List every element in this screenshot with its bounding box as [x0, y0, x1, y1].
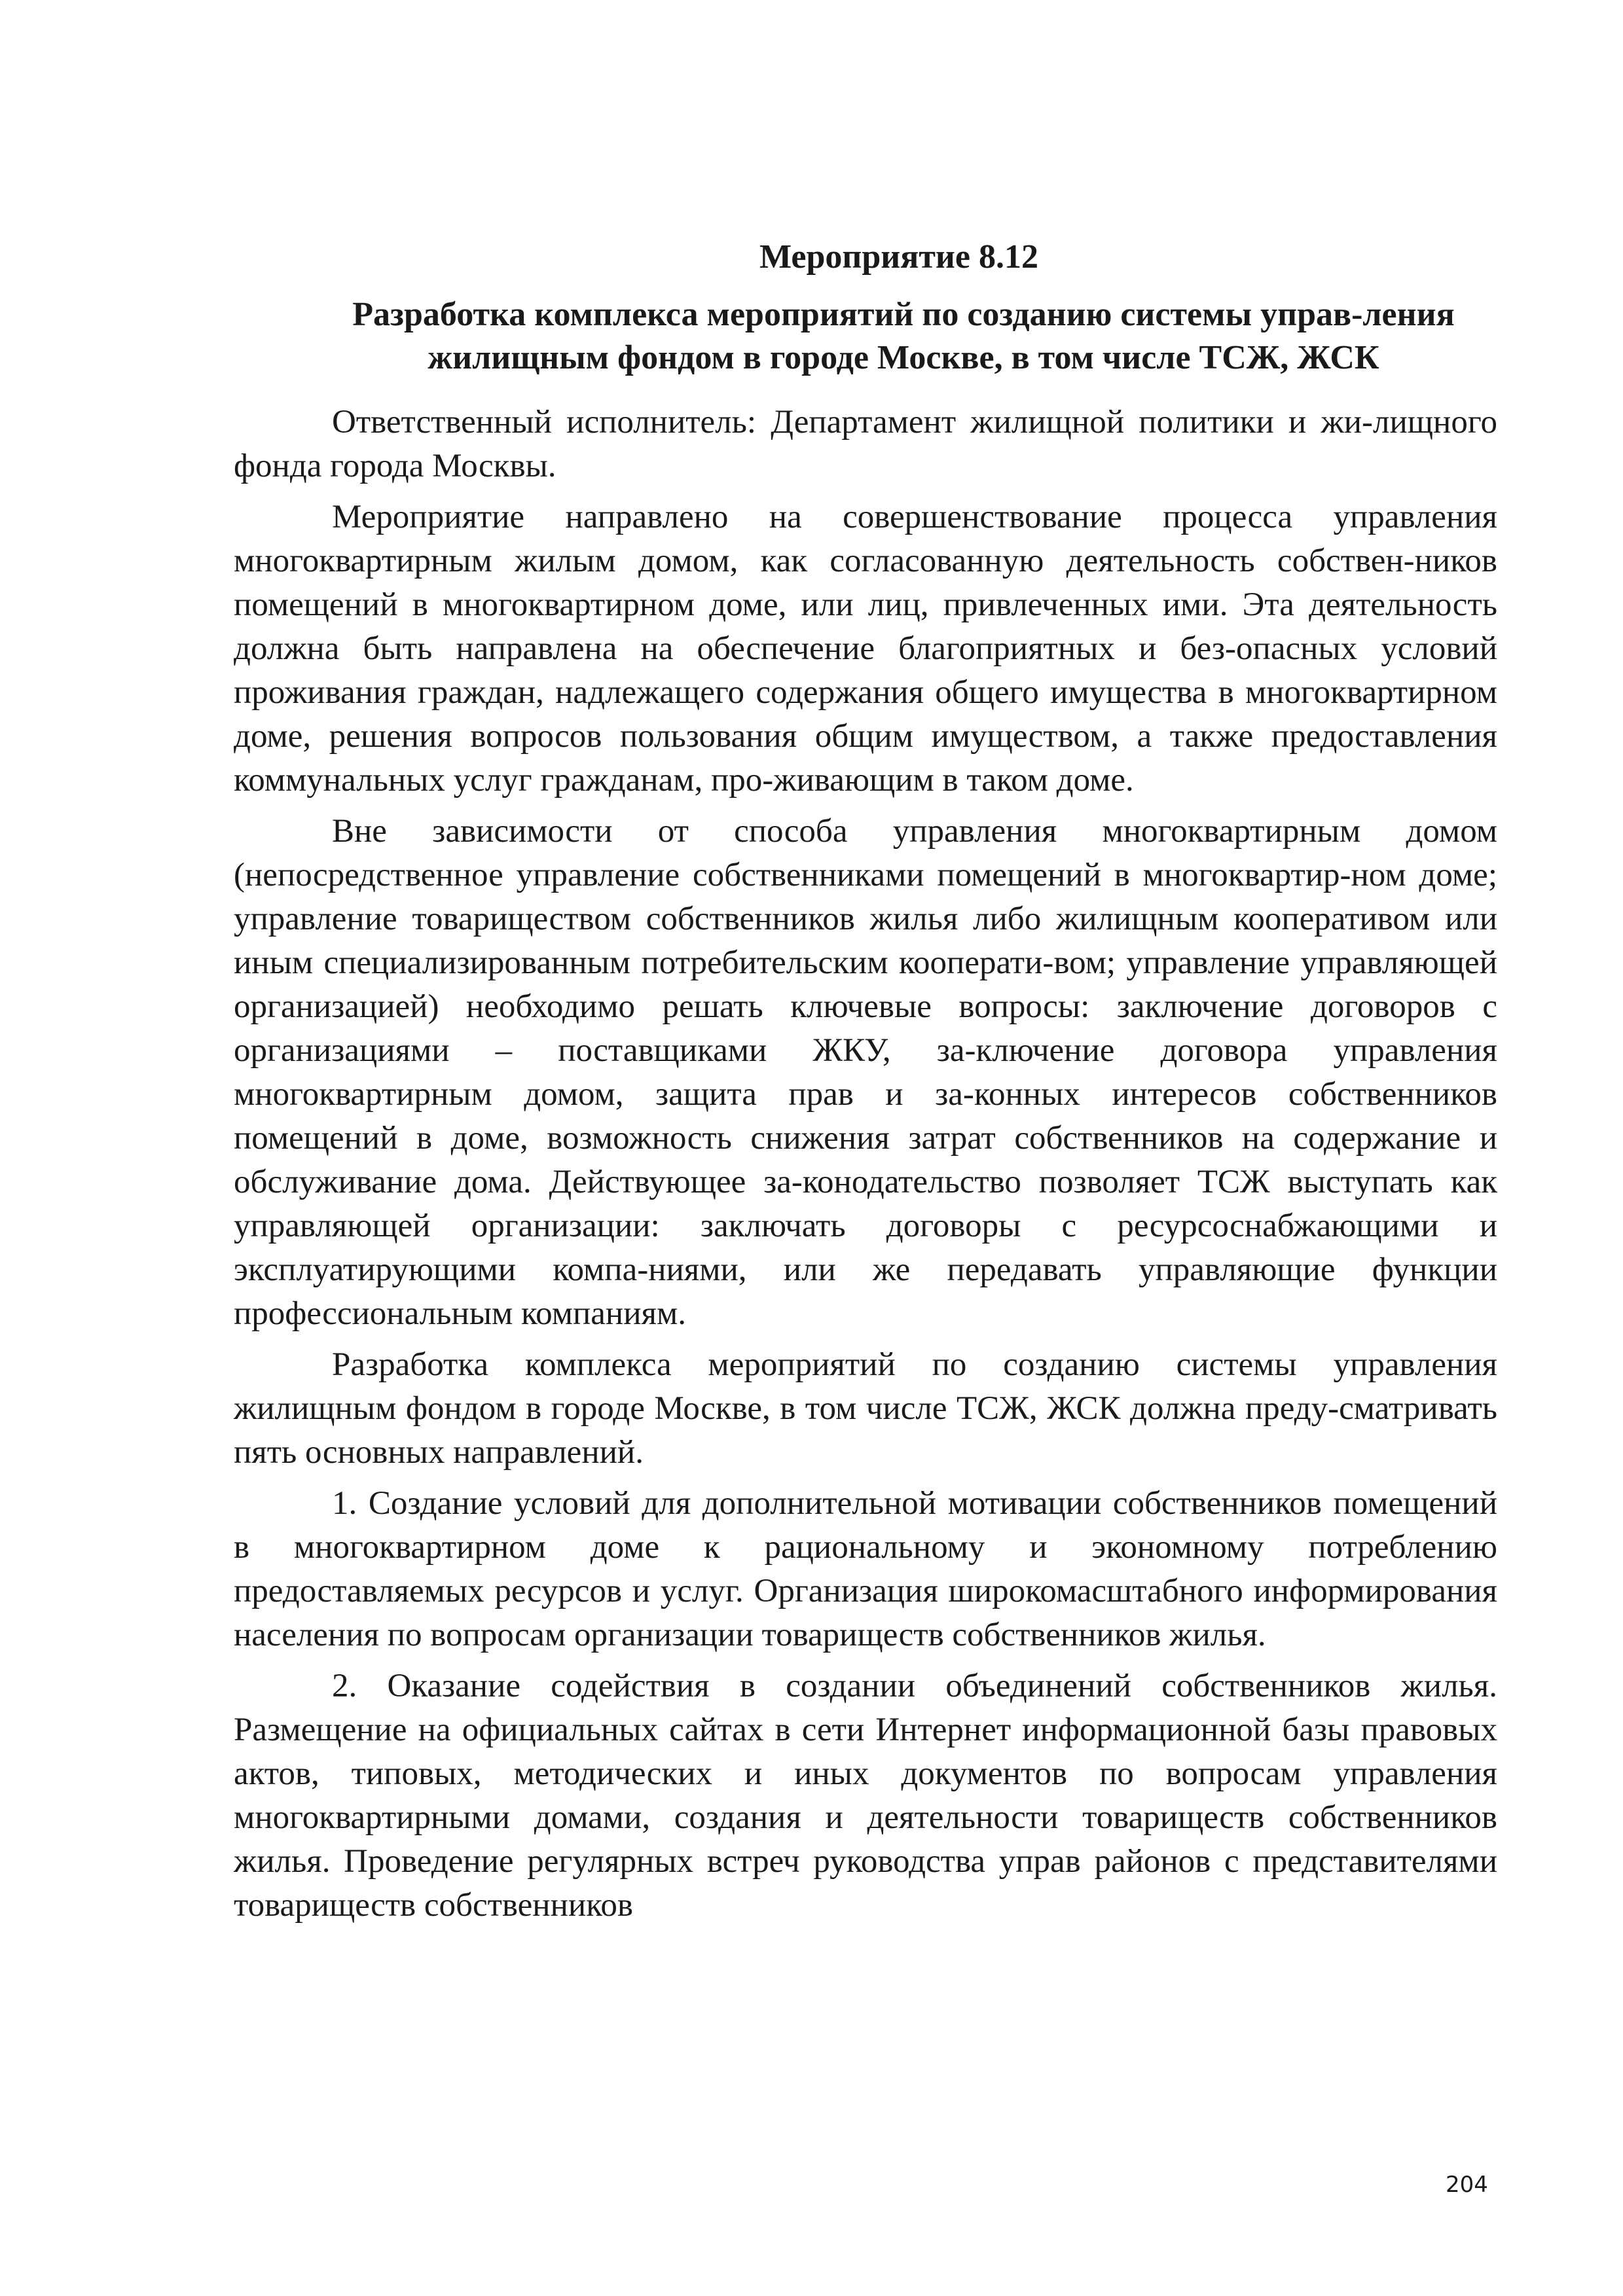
paragraph-responsible-executor: Ответственный исполнитель: Департамент жилищной политики и жи-лищного фонда города Москвы.: [234, 404, 1497, 484]
paragraph-direction-1: 1. Создание условий для дополнительной мотивации собственников помещений в многоквартирном доме к рациональному и экономному потреблению предоставляемых ресурсов и услуг. Организация широкомасштабного информирования населения по вопросам организации товариществ собственников жилья.: [234, 1485, 1497, 1653]
page-number: 204: [1446, 2172, 1488, 2198]
paragraph-direction-2: 2. Оказание содействия в создании объединений собственников жилья. Размещение на официальных сайтах в сети Интернет информационной базы правовых актов, типовых, методических и иных документов по вопросам управления многоквартирными домами, создания и деятельности товариществ собственников жилья. Проведение регулярных встреч руководства управ районов с представителями товариществ собственников: [234, 1668, 1497, 1924]
document-body: [234, 401, 1497, 1935]
paragraph-purpose: Мероприятие направлено на совершенствование процесса управления многоквартирным жилым домом, как согласованную деятельность собствен-ников помещений в многоквартирном доме, или лиц, привлеченных ими. Эта деятельность должна быть направлена на обеспечение благоприятных и без-опасных условий проживания граждан, надлежащего содержания общего имущества в многоквартирном доме, решения вопросов пользования общим имуществом, а также предоставления коммунальных услуг гражданам, про-живающим в таком доме.: [234, 499, 1497, 798]
document-title: Разработка комплекса мероприятий по созданию системы управ-ления жилищным фондом в городе Москве, в том числе ТСЖ, ЖСК: [352, 296, 1455, 376]
paragraph-management-methods: Вне зависимости от способа управления многоквартирным домом (непосредственное управление собственниками помещений в многоквартир-ном доме; управление товариществом собственников жилья либо жилищным кооперативом или иным специализированным потребительским кооперати-вом; управление управляющей организацией) необходимо решать ключевые вопросы: заключение договоров с организациями – поставщиками ЖКУ, за-ключение договора управления многоквартирным домом, защита прав и за-конных интересов собственников помещений в доме, возможность снижения затрат собственников на содержание и обслуживание дома. Действующее за-конодательство позволяет ТСЖ выступать как управляющей организации: заключать договоры с ресурсоснабжающими и эксплуатирующими компа-ниями, или же передавать управляющие функции профессиональным компаниям.: [234, 813, 1497, 1332]
event-number-heading: Мероприятие 8.12: [759, 238, 1038, 276]
paragraph-directions-intro: Разработка комплекса мероприятий по созданию системы управления жилищным фондом в городе Москве, в том числе ТСЖ, ЖСК должна преду-сматривать пять основных направлений.: [234, 1346, 1497, 1471]
